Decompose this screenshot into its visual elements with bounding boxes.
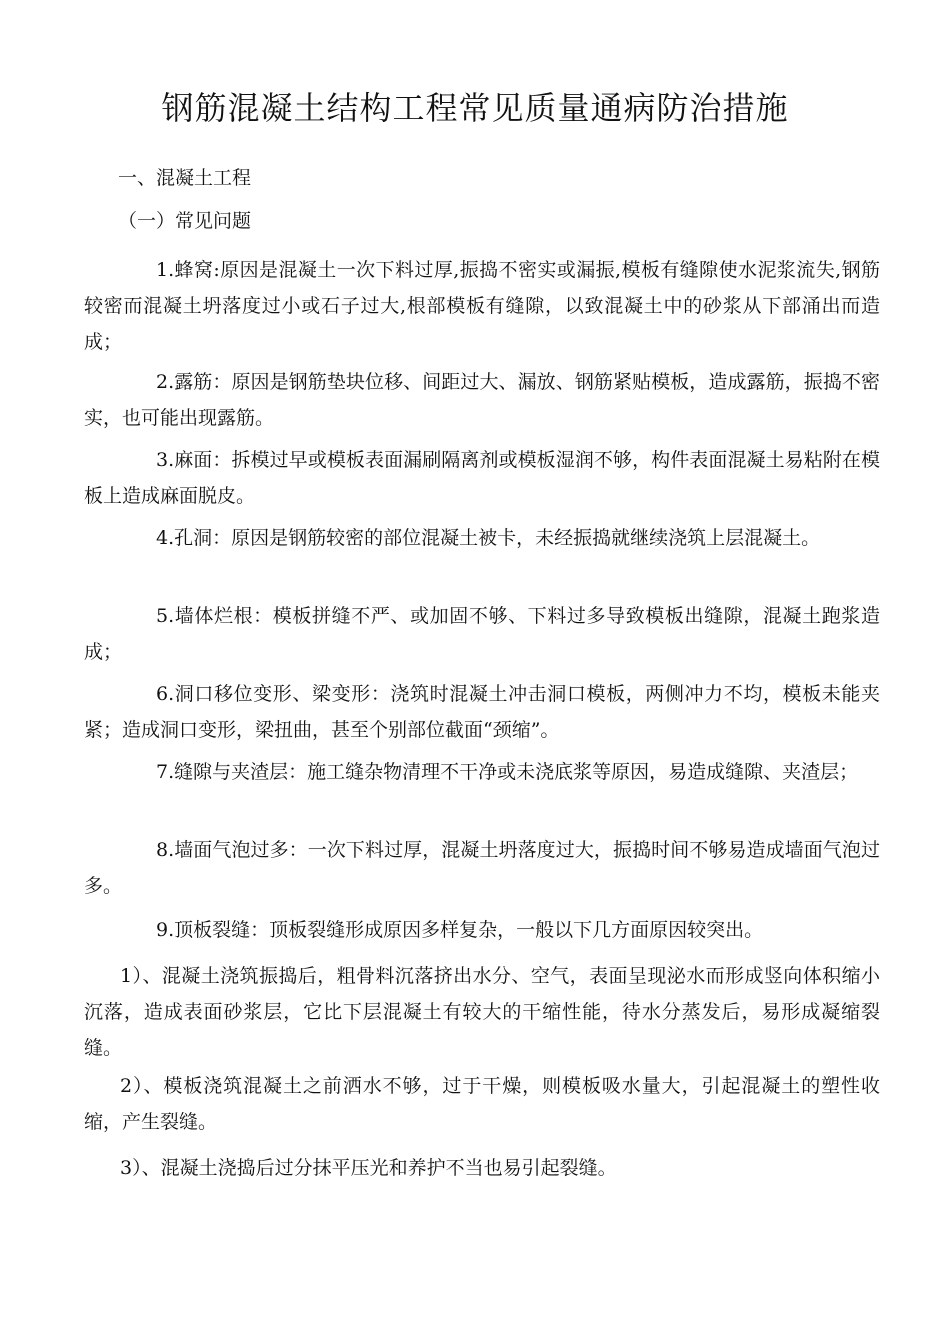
paragraph-7	[84, 754, 880, 790]
paragraph-5	[84, 598, 880, 670]
item-number: 2）	[120, 1075, 144, 1097]
paragraph-10	[84, 958, 880, 1066]
item-number: 3）	[120, 1157, 142, 1179]
item-number: 2.	[156, 371, 175, 393]
document-title: 钢筋混凝土结构工程常见质量通病防治措施	[161, 89, 789, 127]
paragraph-8	[84, 832, 880, 904]
paragraph-text: 露筋：原因是钢筋垫块位移、间距过大、漏放、钢筋紧贴模板，造成露筋，振捣不密实，也可能出现露筋。	[84, 371, 880, 429]
item-number: 1.	[156, 259, 175, 281]
paragraph-text: 孔洞：原因是钢筋较密的部位混凝土被卡，未经振捣就继续浇筑上层混凝土。	[174, 527, 821, 549]
subsection-heading: （一）常见问题	[118, 210, 252, 232]
paragraph-text: 墙面气泡过多：一次下料过厚，混凝土坍落度过大，振捣时间不够易造成墙面气泡过多。	[84, 839, 880, 897]
item-number: 4.	[156, 527, 175, 549]
item-number: 8.	[156, 839, 175, 861]
paragraph-11	[84, 1068, 880, 1140]
paragraph-1	[84, 252, 880, 360]
item-number: 3.	[156, 449, 175, 471]
paragraph-9	[84, 912, 880, 948]
paragraph-6	[84, 676, 880, 748]
paragraph-text: 缝隙与夹渣层：施工缝杂物清理不干净或未浇底浆等原因，易造成缝隙、夹渣层；	[174, 761, 859, 783]
paragraph-text: 墙体烂根：模板拼缝不严、或加固不够、下料过多导致模板出缝隙，混凝土跑浆造成；	[84, 605, 880, 663]
paragraph-4	[84, 520, 880, 556]
paragraph-text: 顶板裂缝：顶板裂缝形成原因多样复杂，一般以下几方面原因较突出。	[174, 919, 764, 941]
paragraph-text: 、模板浇筑混凝土之前洒水不够，过于干燥，则模板吸水量大，引起混凝土的塑性收缩，产生裂缝。	[84, 1075, 880, 1133]
paragraph-12	[84, 1150, 880, 1186]
item-number: 6.	[156, 683, 175, 705]
item-number: 1）	[120, 965, 143, 987]
section-heading: 一、混凝土工程	[118, 167, 252, 189]
item-number: 7.	[156, 761, 175, 783]
paragraph-text: 麻面：拆模过早或模板表面漏刷隔离剂或模板湿润不够，构件表面混凝土易粘附在模板上造成麻面脱皮。	[84, 449, 880, 507]
paragraph-3	[84, 442, 880, 514]
paragraph-text: 洞口移位变形、梁变形：浇筑时混凝土冲击洞口模板，两侧冲力不均，模板未能夹紧；造成洞口变形，梁扭曲，甚至个别部位截面“颈缩”。	[84, 683, 880, 741]
item-number: 5.	[156, 605, 175, 627]
paragraph-text: 、混凝土浇捣后过分抹平压光和养护不当也易引起裂缝。	[141, 1157, 617, 1179]
paragraph-text: 、混凝土浇筑振捣后，粗骨料沉落挤出水分、空气，表面呈现泌水而形成竖向体积缩小沉落，造成表面砂浆层，它比下层混凝土有较大的干缩性能，待水分蒸发后，易形成凝缩裂缝。	[84, 965, 880, 1059]
item-number: 9.	[156, 919, 175, 941]
paragraph-text: 蜂窝:原因是混凝土一次下料过厚,振捣不密实或漏振,模板有缝隙使水泥浆流失,钢筋较密而混凝土坍落度过小或石子过大,根部模板有缝隙，以致混凝土中的砂浆从下部涌出而造成；	[84, 259, 880, 353]
paragraph-2	[84, 364, 880, 436]
